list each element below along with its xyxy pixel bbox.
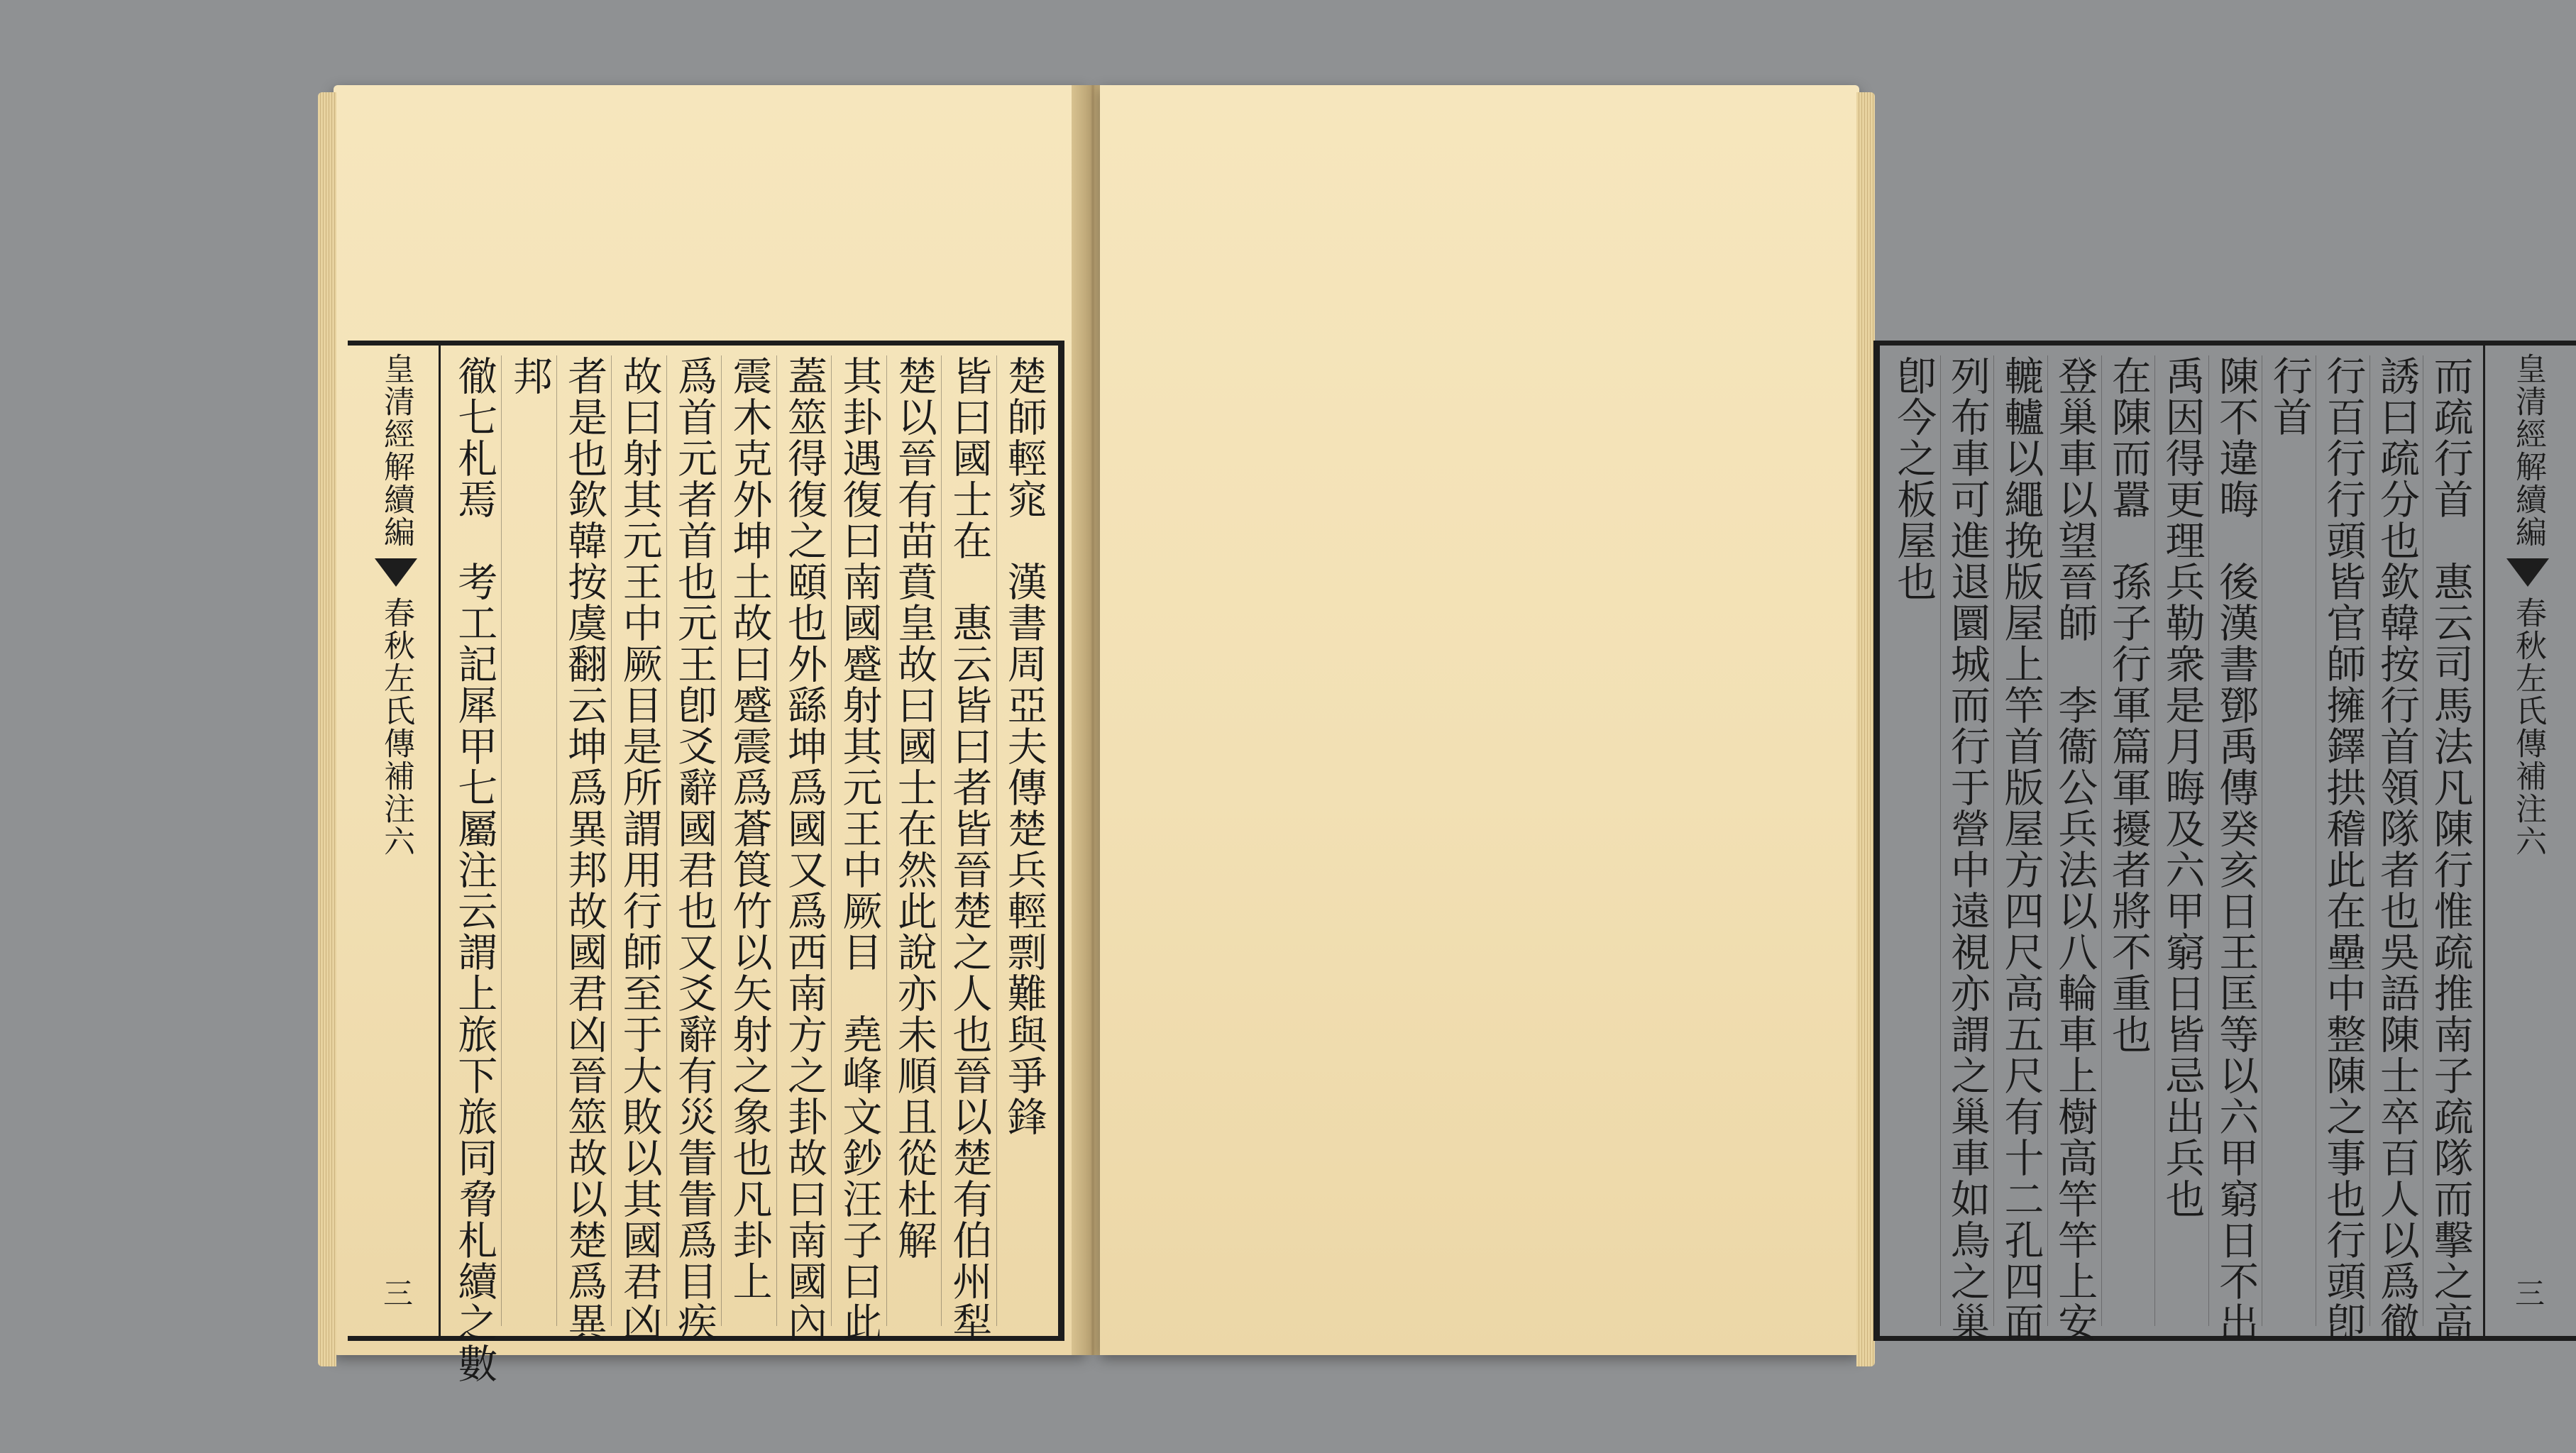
folio-number: 三 (379, 1278, 414, 1308)
text-column (886, 355, 941, 1326)
column-text: 行百行行頭皆官師擁鐸拱稽此在壘中整陳之事也行頭卽 (2320, 355, 2367, 1343)
column-text: 列布車可進退圜城而行于營中遠視亦謂之巢車如鳥之巢 (1944, 355, 1991, 1343)
text-column (776, 355, 831, 1343)
fishtail-mark (2506, 558, 2549, 587)
text-column (666, 355, 721, 1343)
column-text: 而疏行首 惠云司馬法凡陳行惟疏推南子疏隊而擊之高 (2427, 355, 2474, 1343)
text-column (2316, 355, 2369, 1343)
column-text: 在陳而囂 孫子行軍篇軍擾者將不重也 (2105, 355, 2152, 1055)
column-text: 轆轤以繩挽版屋上竿首版屋方四尺高五尺有十二孔四面 (1998, 355, 2044, 1343)
series-title: 皇清經解續編 (2510, 353, 2546, 548)
fishtail-mark (375, 558, 417, 587)
text-column (721, 355, 776, 1326)
left-text-columns (447, 355, 1051, 1384)
series-title: 皇清經解續編 (378, 353, 414, 548)
column-text: 皆曰國士在 惠云皆曰者皆晉楚之人也晉以楚有伯州犁 (946, 355, 993, 1343)
text-column (2047, 355, 2101, 1343)
left-page (334, 85, 1086, 1384)
right-page (1100, 85, 2546, 1355)
right-page-edge (1856, 92, 1875, 1366)
text-column (2101, 355, 2155, 1326)
text-column (556, 355, 611, 1343)
column-text: 禹因得更理兵勒衆是月晦及六甲窮日皆忌出兵也 (2159, 355, 2206, 1220)
text-column (941, 355, 996, 1343)
text-column (1993, 355, 2047, 1343)
right-margin-strip (2483, 346, 2570, 1336)
chapter-title: 春秋左氏傳補注六 (378, 597, 414, 858)
left-text-frame (348, 341, 1064, 1384)
left-margin-strip (353, 346, 441, 1336)
folio-number: 三 (2511, 1278, 2545, 1308)
text-column (1887, 355, 1940, 1326)
right-text-frame (1873, 341, 2576, 1341)
column-text: 卽今之板屋也 (1890, 355, 1937, 602)
right-text-columns (1887, 355, 2477, 1343)
column-text: 蓋筮得復之頤也外繇坤爲國又爲西南方之卦故曰南國內 (781, 355, 827, 1343)
column-text: 故曰射其元王中厥目是所謂用行師至于大敗以其國君凶 (616, 355, 663, 1343)
text-column (2262, 355, 2316, 1326)
text-column (1940, 355, 1994, 1343)
column-text: 登巢車以望晉師 李衞公兵法以八輪車上樹高竿竿上安 (2052, 355, 2098, 1343)
text-column (501, 355, 556, 1326)
left-page-edge (318, 92, 336, 1366)
text-column (2423, 355, 2477, 1343)
column-text: 楚師輕窕 漢書周亞夫傳楚兵輕剽難與爭鋒 (1001, 355, 1047, 1137)
text-column (2154, 355, 2208, 1326)
chapter-title: 春秋左氏傳補注六 (2510, 597, 2546, 858)
text-column (611, 355, 666, 1343)
column-text: 爲首元者首也元王卽爻辭國君也又爻辭有災眚眚爲目疾 (671, 355, 718, 1343)
text-column (2369, 355, 2423, 1343)
column-text: 其卦遇復曰南國蹙射其元王中厥目 堯峰文鈔汪子曰此 (836, 355, 883, 1343)
text-column (447, 355, 501, 1384)
column-text: 楚以晉有苗賁皇故曰國士在然此說亦未順且從杜解 (891, 355, 937, 1261)
text-column (996, 355, 1051, 1326)
column-text: 陳不違晦 後漢書鄧禹傳癸亥日王匡等以六甲窮日不出 (2213, 355, 2259, 1343)
column-text: 者是也欽韓按虞翻云坤爲異邦故國君凶晉筮故以楚爲異 (561, 355, 608, 1343)
open-book (334, 85, 2546, 1384)
text-column (831, 355, 886, 1343)
column-text: 震木克外坤土故曰蹙震爲蒼筤竹以矢射之象也凡卦上 (726, 355, 773, 1302)
column-text: 行首 (2266, 355, 2313, 438)
column-text: 誘曰疏分也欽韓按行首領隊者也吳語陳士卒百人以爲徹 (2374, 355, 2421, 1343)
column-text: 邦 (506, 355, 553, 397)
column-text: 徹七札焉 考工記犀甲七屬注云謂上旅下旅同脅札續之數 (451, 355, 498, 1384)
text-column (2208, 355, 2262, 1343)
